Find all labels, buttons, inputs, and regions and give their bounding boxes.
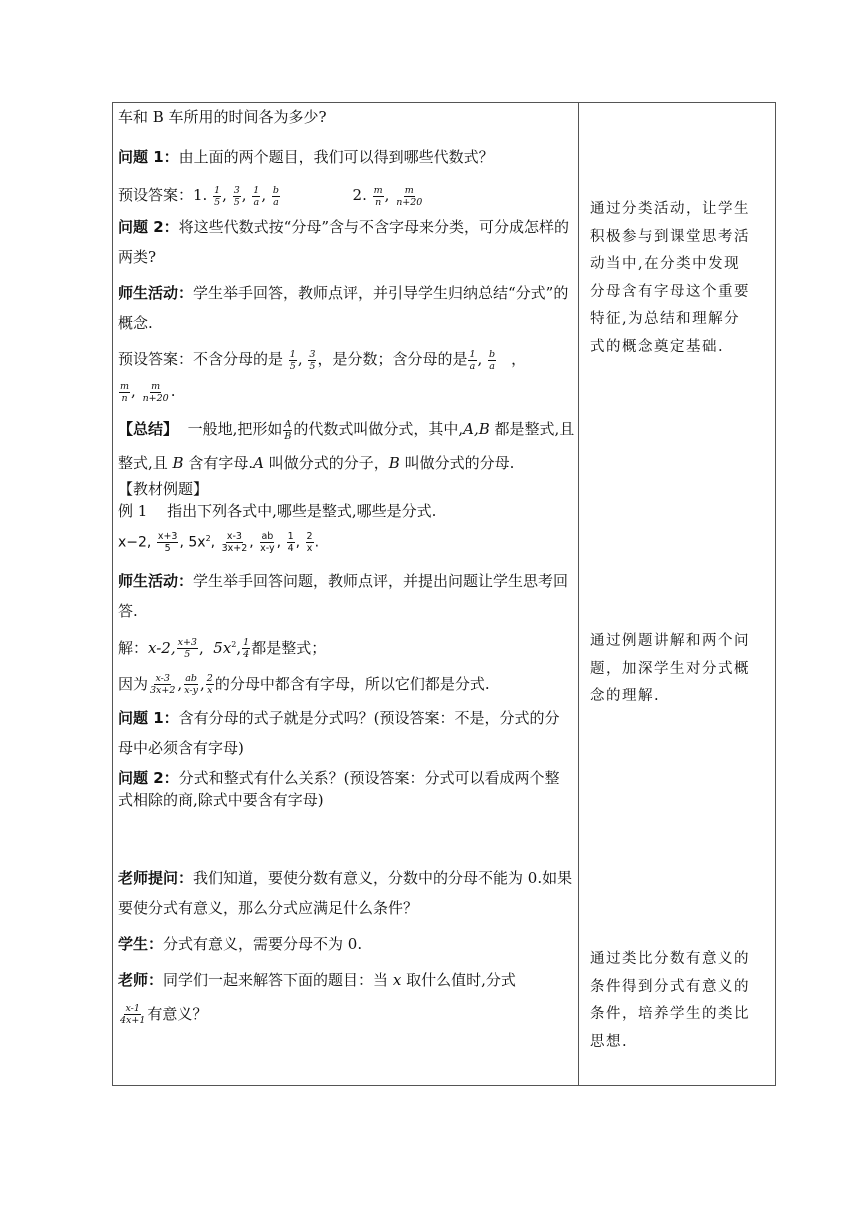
preset-answer-2: 预设答案：不含分母的是 $\frac{1}{5}$ , $\frac{3}{5}$ ，是分数；含分母的是 $\frac{1}{a}$ , $\frac{b}{a}$ ， <box>118 348 527 372</box>
preset-answer-2-cont: $\frac{m}{n}$ , $\frac{m}{n+20}$ . <box>120 380 176 404</box>
main-column <box>118 102 574 1029</box>
fraction: $\frac{1}{5}$ <box>214 184 221 208</box>
fraction: $\frac{b}{a}$ <box>272 184 279 208</box>
teacher-prompt: 老师：同学们一起来解答下面的题目：当 x 取什么值时,分式 <box>118 970 516 989</box>
question-3: 问题 1：含有分母的式子就是分式吗？(预设答案：不是，分式的分母中必须含有字母) <box>118 708 560 757</box>
question-2: 问题 2：将这些代数式按“分母”含与不含字母来分类，可分成怎样的两类? <box>118 218 570 266</box>
fraction: $\frac{m}{n}$ <box>373 184 383 208</box>
intro-line: 车和 B 车所用的时间各为多少? <box>118 108 327 126</box>
question-1: 问题 1：由上面的两个题目，我们可以得到哪些代数式？ <box>118 148 494 166</box>
example-1: 例 1 指出下列各式中,哪些是整式,哪些是分式. <box>118 502 437 520</box>
student-answer: 学生：分式有意义，需要分母不为 0. <box>118 934 363 953</box>
because-line: 因为 $\frac{x-3}{3x+2}$ , $\frac{ab}{x-y}$ , $\frac{2}{x}$ 的分母中都含有字母，所以它们都是分式. <box>118 673 490 697</box>
solution: 解：x-2, $\frac{x+3}{5}$ , $5x^2$, $\frac{1}{4}$ 都是整式； <box>118 637 327 661</box>
teacher-question: 老师提问：我们知道，要使分数有意义，分数中的分母不能为 0.如果要使分式有意义，那么分式应满足什么条件？ <box>118 868 573 917</box>
example-expressions: x−2, $\frac{x+3}{5}$ , $5x^2$, $\frac{x-3}{3x+2}$ , $\frac{ab}{x-y}$ , $\frac{1}{4}$ , $\frac{2}{x}$ . <box>118 531 320 555</box>
side-note-1: 通过分类活动，让学生积极参与到课堂思考活动当中,在分类中发现分母含有字母这个重要特征,为总结和理解分式的概念奠定基础. <box>590 201 750 355</box>
side-note-2: 通过例题讲解和两个问题，加深学生对分式概念的理解. <box>590 633 750 704</box>
teacher-prompt-cont: $\frac{x-1}{4x+1}$ 有意义？ <box>120 1003 208 1027</box>
question-4: 问题 2：分式和整式有什么关系？(预设答案：分式可以看成两个整式相除的商,除式中要含有字母) <box>118 768 560 809</box>
example-header: 【教材例题】 <box>118 480 209 498</box>
summary: 【总结】 一般地,把形如 $\frac{A}{B}$ 的代数式叫做分式，其中,A,B 都是整式,且 <box>118 418 575 442</box>
column-divider <box>578 102 579 1086</box>
fraction: $\frac{m}{n+20}$ <box>396 184 423 208</box>
activity-1: 师生活动：学生举手回答，教师点评，并引导学生归纳总结“分式”的概念. <box>118 284 569 332</box>
side-note-3: 通过类比分数有意义的条件得到分式有意义的条件，培养学生的类比思想. <box>590 951 750 1050</box>
preset-answer-1: 预设答案：1. $\frac{1}{5}$ , $\frac{3}{5}$ , $\frac{1}{a}$ , $\frac{b}{a}$ 2. $\frac{m}{n}$ , $\frac{m}{n+20}$ <box>118 184 423 208</box>
fraction: $\frac{3}{5}$ <box>233 184 240 208</box>
activity-2: 师生活动：学生举手回答问题，教师点评，并提出问题让学生思考回答. <box>118 571 569 620</box>
fraction: $\frac{1}{a}$ <box>253 184 260 208</box>
summary-cont: 整式,且 B 含有字母.A 叫做分式的分子，B 叫做分式的分母. <box>118 454 515 472</box>
